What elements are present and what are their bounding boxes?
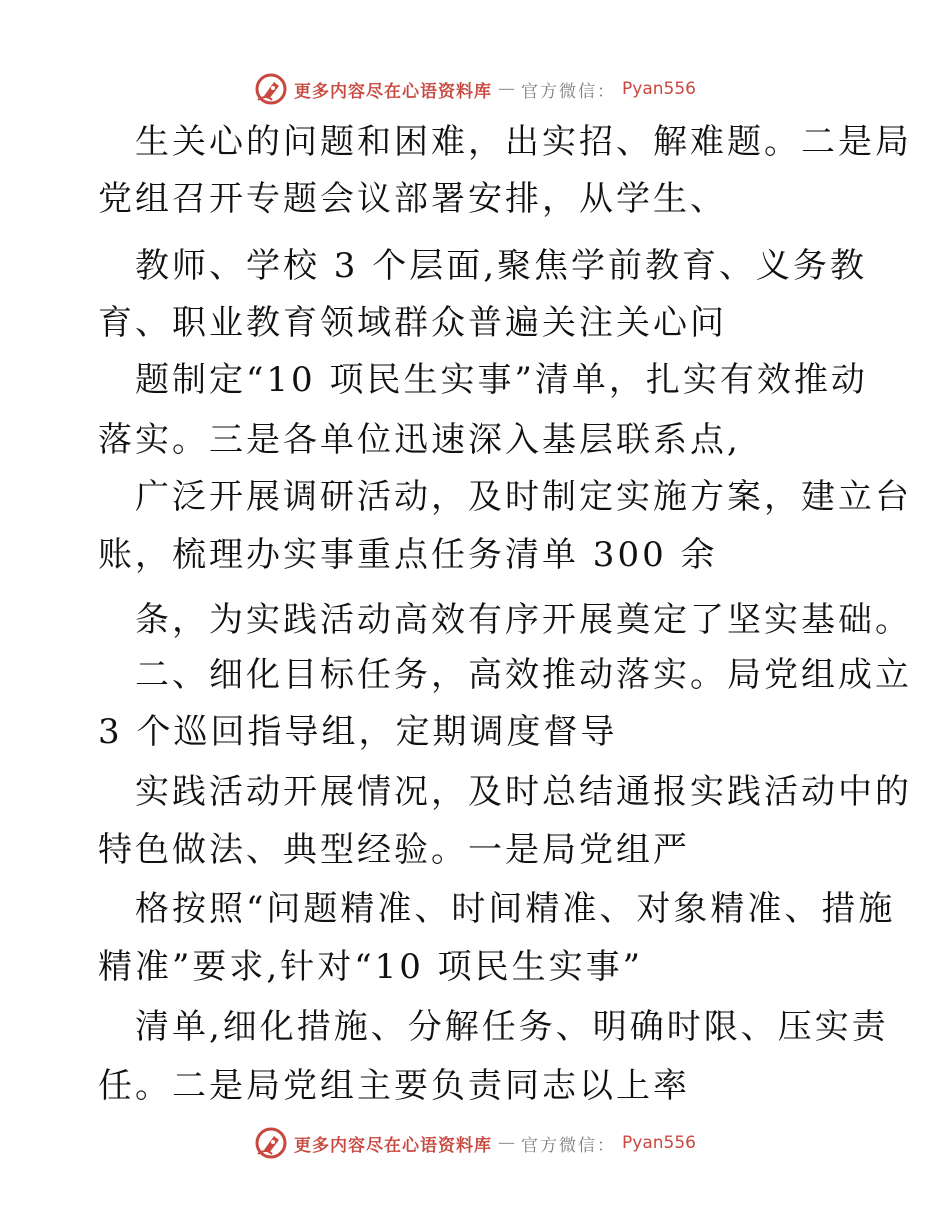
watermark-separator: —: [498, 79, 516, 99]
body-line: 广泛开展调研活动，及时制定实施方案，建立台: [135, 477, 912, 517]
watermark-brand-text: 更多内容尽在心语资料库: [294, 1135, 493, 1156]
body-line: 育、职业教育领域群众普遍关注关心问: [98, 303, 727, 343]
watermark-separator: —: [498, 1133, 516, 1153]
body-line: 实践活动开展情况，及时总结通报实践活动中的: [135, 772, 912, 812]
body-line: 任。二是局党组主要负责同志以上率: [98, 1066, 690, 1106]
body-line: 二、细化目标任务，高效推动落实。局党组成立: [135, 655, 912, 695]
watermark-account: Pyan556: [622, 1133, 696, 1153]
pen-nib-logo-icon: [254, 1126, 288, 1160]
body-line: 落实。三是各单位迅速深入基层联系点,: [98, 420, 741, 460]
body-line: 精准”要求,针对“10 项民生实事”: [98, 947, 644, 987]
header-watermark: [0, 72, 950, 106]
body-line: 格按照“问题精准、时间精准、对象精准、措施: [135, 889, 896, 929]
watermark-label: 官方微信：: [521, 1135, 617, 1156]
body-line: 特色做法、典型经验。一是局党组严: [98, 830, 690, 870]
body-line: 党组召开专题会议部署安排，从学生、: [98, 179, 727, 219]
pen-nib-logo-icon: [254, 72, 288, 106]
body-line: 条，为实践活动高效有序开展奠定了坚实基础。: [135, 600, 912, 640]
body-line: 账，梳理办实事重点任务清单 300 余: [98, 535, 718, 575]
body-line: 清单,细化措施、分解任务、明确时限、压实责: [135, 1007, 889, 1047]
body-line: 3 个巡回指导组，定期调度督导: [98, 712, 618, 752]
footer-watermark: [0, 1126, 950, 1160]
watermark-label: 官方微信：: [521, 81, 617, 102]
watermark-account: Pyan556: [622, 79, 696, 99]
body-line: 教师、学校 3 个层面,聚焦学前教育、义务教: [135, 246, 868, 286]
watermark-brand-text: 更多内容尽在心语资料库: [294, 81, 493, 102]
body-line: 生关心的问题和困难，出实招、解难题。二是局: [135, 122, 912, 162]
body-line: 题制定“10 项民生实事”清单，扎实有效推动: [135, 360, 868, 400]
